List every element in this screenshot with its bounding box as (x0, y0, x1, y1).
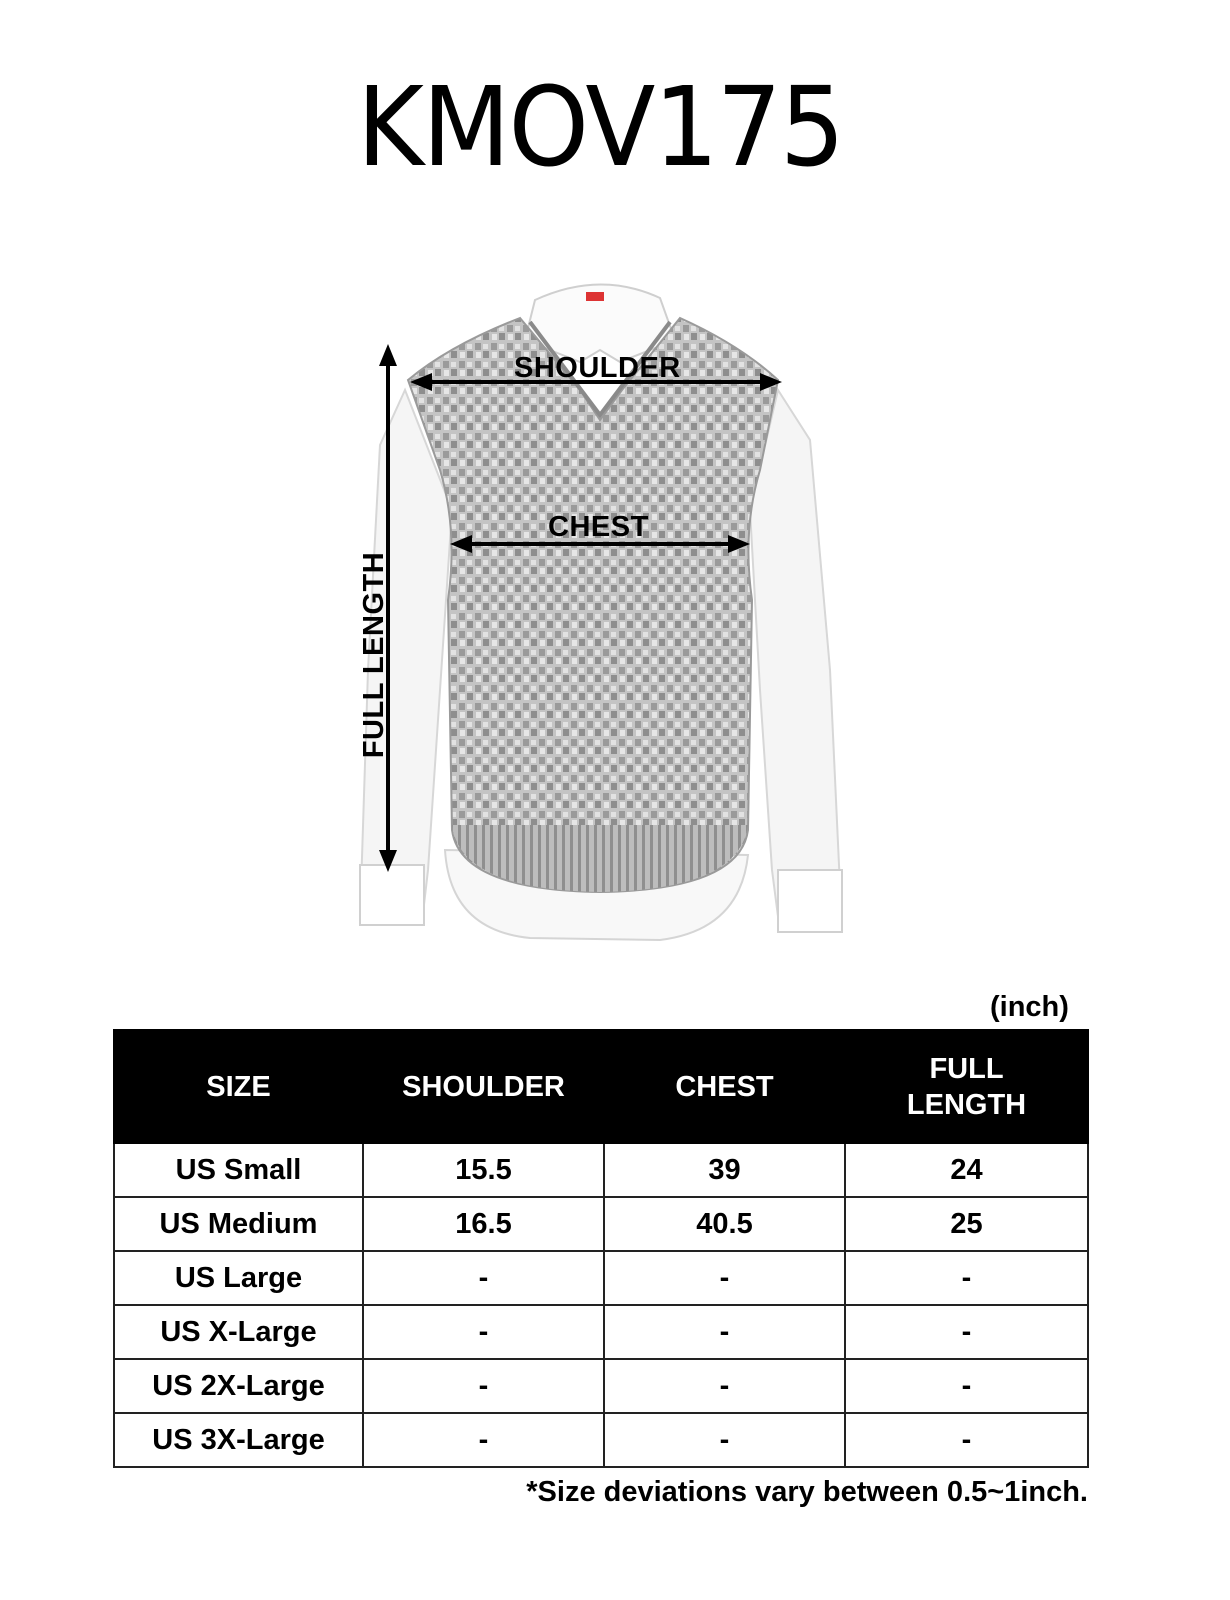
table-row (114, 1359, 1088, 1413)
size-cell: US Large (114, 1251, 363, 1305)
shoulder-dimension-label: SHOULDER (514, 352, 681, 384)
length-cell: - (845, 1305, 1088, 1359)
header-chest: CHEST (604, 1030, 845, 1143)
table-row (114, 1251, 1088, 1305)
length-cell: 25 (845, 1197, 1088, 1251)
chest-dimension-label: CHEST (548, 511, 649, 543)
chest-cell: 40.5 (604, 1197, 845, 1251)
size-cell: US Small (114, 1143, 363, 1197)
header-shoulder: SHOULDER (363, 1030, 604, 1143)
shoulder-cell: - (363, 1251, 604, 1305)
size-deviation-note: *Size deviations vary between 0.5~1inch. (526, 1476, 1088, 1508)
shoulder-cell: - (363, 1359, 604, 1413)
size-cell: US 3X-Large (114, 1413, 363, 1467)
size-chart-table (113, 1029, 1089, 1468)
chest-cell: - (604, 1305, 845, 1359)
header-full-length: FULL LENGTH (845, 1030, 1088, 1143)
chest-cell: 39 (604, 1143, 845, 1197)
chest-cell: - (604, 1413, 845, 1467)
size-cell: US X-Large (114, 1305, 363, 1359)
size-cell: US Medium (114, 1197, 363, 1251)
chest-cell: - (604, 1359, 845, 1413)
table-row (114, 1143, 1088, 1197)
table-row (114, 1305, 1088, 1359)
header-size: SIZE (114, 1030, 363, 1143)
shoulder-cell: 15.5 (363, 1143, 604, 1197)
length-cell: - (845, 1359, 1088, 1413)
table-header-row (114, 1030, 1088, 1143)
shoulder-cell: - (363, 1305, 604, 1359)
table-row (114, 1197, 1088, 1251)
length-cell: 24 (845, 1143, 1088, 1197)
length-cell: - (845, 1413, 1088, 1467)
unit-label: (inch) (990, 991, 1069, 1023)
length-cell: - (845, 1251, 1088, 1305)
full-length-dimension-label: FULL LENGTH (358, 551, 390, 759)
shoulder-cell: 16.5 (363, 1197, 604, 1251)
shoulder-cell: - (363, 1413, 604, 1467)
chest-cell: - (604, 1251, 845, 1305)
table-row (114, 1413, 1088, 1467)
size-cell: US 2X-Large (114, 1359, 363, 1413)
product-code-title: KMOV175 (356, 63, 844, 191)
